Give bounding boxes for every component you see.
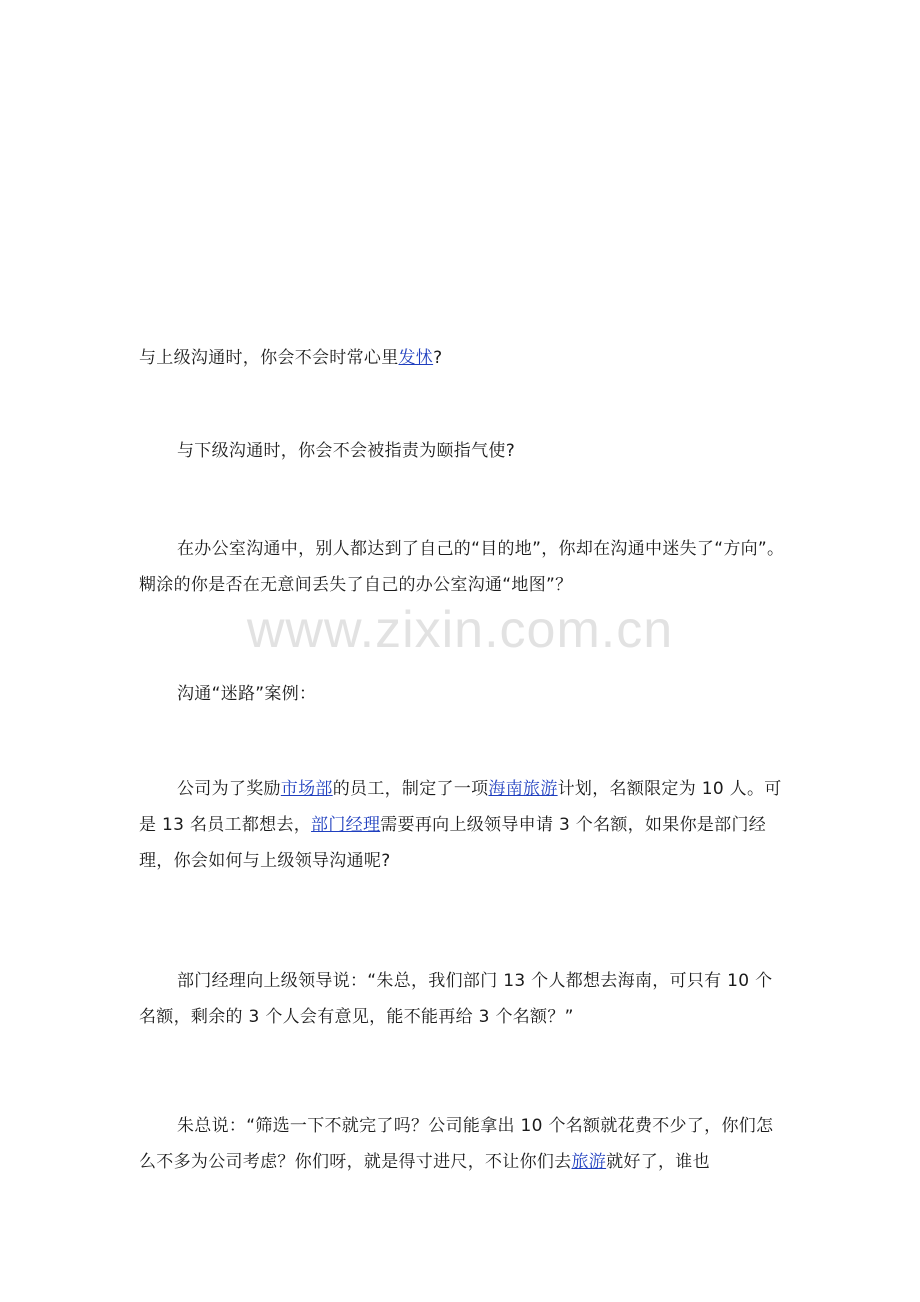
paragraph-subordinate-communication: 与下级沟通时，你会不会被指责为颐指气使? xyxy=(177,441,516,461)
paragraph-case-heading: 沟通“迷路”案例： xyxy=(177,684,317,704)
paragraph-text: 需要再向上级领导申请 3 个名额，如果你是部门经理，你会如何与上级领导沟通呢? xyxy=(139,815,767,871)
paragraph-text: 与上级沟通时，你会不会时常心里 xyxy=(139,348,399,368)
link-travel[interactable]: 旅游 xyxy=(571,1152,607,1172)
link-hainan-travel[interactable]: 海南旅游 xyxy=(488,779,558,799)
paragraph-text: ? xyxy=(433,348,443,368)
paragraph-text: 计划，名额限定为 10 人。可是 13 名员工都想去， xyxy=(139,779,782,835)
link-marketing-department[interactable]: 市场部 xyxy=(280,779,333,799)
paragraph-boss-reply xyxy=(139,1108,785,1180)
paragraph-superior-communication xyxy=(139,340,785,376)
paragraph-text: 的员工，制定了一项 xyxy=(332,779,489,799)
paragraph-office-communication: 在办公室沟通中，别人都达到了自己的“目的地”，你却在沟通中迷失了“方向”。糊涂的你是否在无意间丢失了自己的办公室沟通“地图”？ xyxy=(139,539,785,595)
paragraph-text: 就好了，谁也 xyxy=(606,1152,710,1172)
paragraph-text: 公司为了奖励 xyxy=(177,779,281,799)
paragraph-text: 朱总说：“筛选一下不就完了吗？公司能拿出 10 个名额就花费不少了，你们怎么不多为公司考虑？你们呀，就是得寸进尺，不让你们去 xyxy=(139,1116,774,1172)
link-fachu[interactable]: 发怵 xyxy=(398,348,434,368)
watermark: www.zixin.com.cn xyxy=(246,601,674,659)
link-department-manager[interactable]: 部门经理 xyxy=(311,815,381,835)
paragraph-manager-request: 部门经理向上级领导说：“朱总，我们部门 13 个人都想去海南，可只有 10 个名额，剩余的 3 个人会有意见，能不能再给 3 个名额？” xyxy=(139,971,773,1027)
paragraph-case-description xyxy=(139,771,785,879)
